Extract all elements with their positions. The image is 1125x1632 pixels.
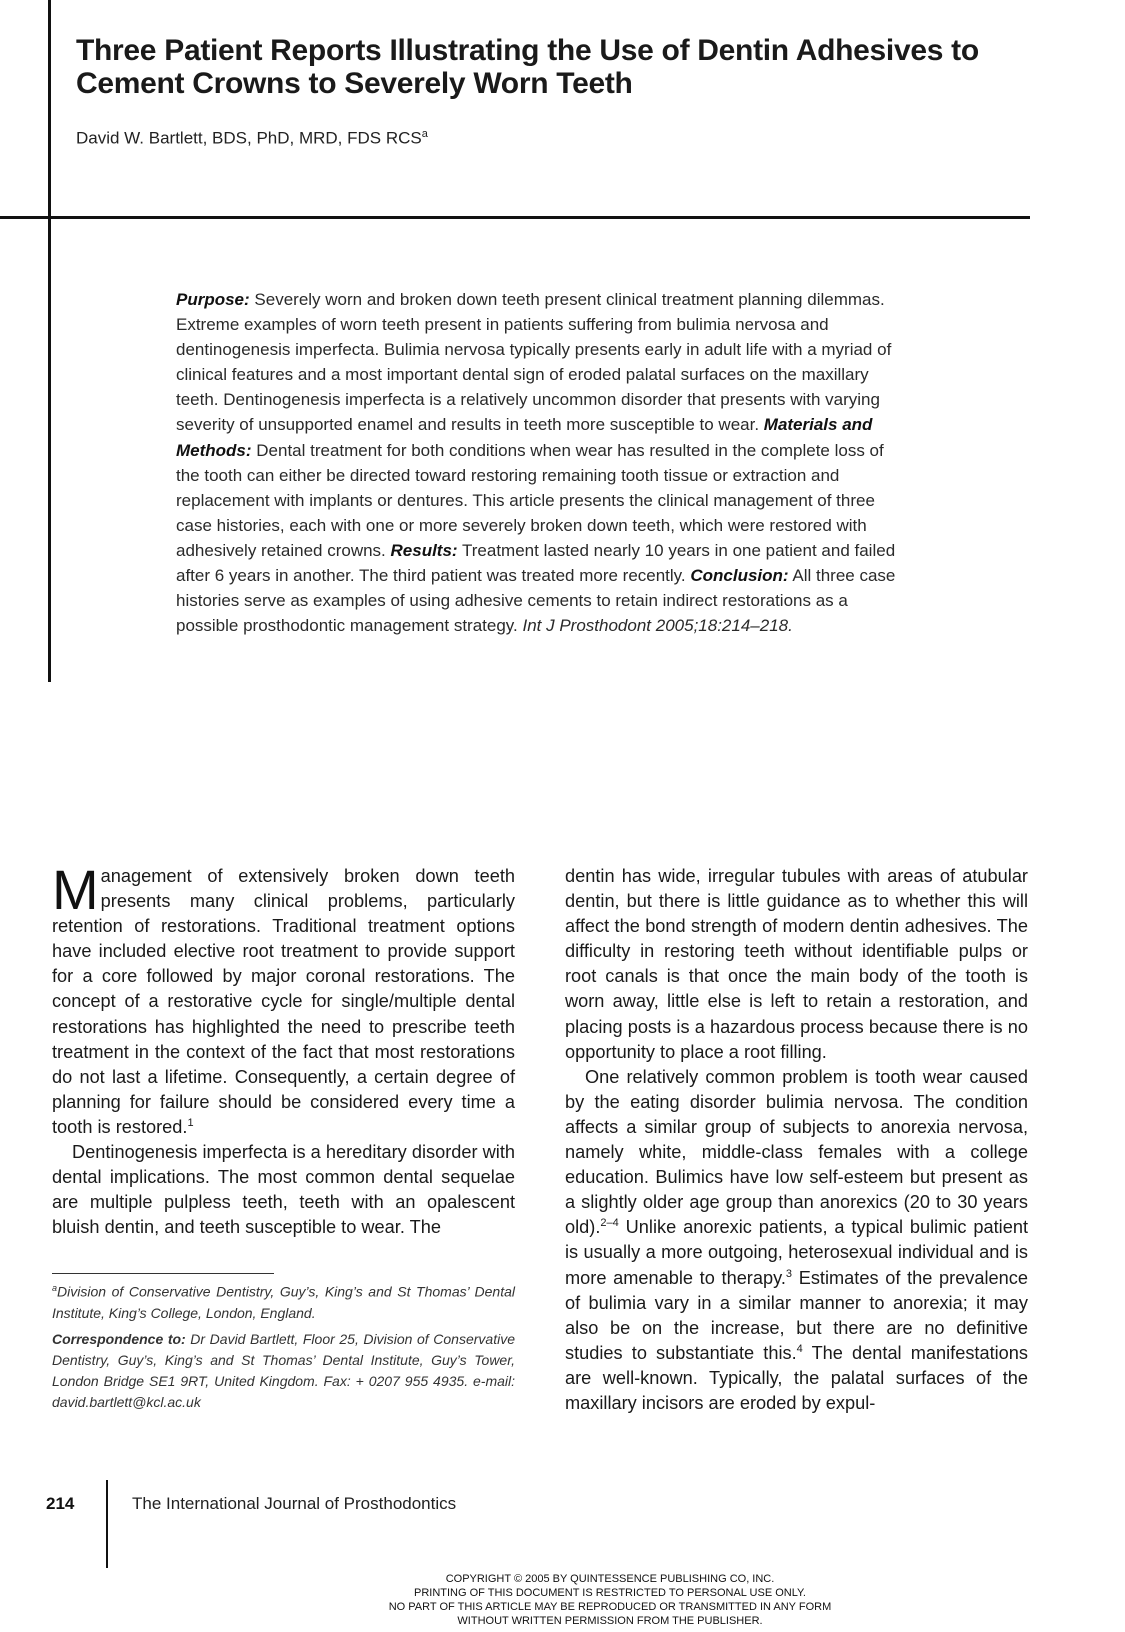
- vertical-rule-footer: [106, 1480, 108, 1568]
- abstract-results-text: Treatment lasted nearly 10 years in one patient and failed after 6 years in another. The third patient was treated more recently.: [176, 540, 896, 586]
- journal-name: The International Journal of Prosthodontics: [132, 1494, 457, 1513]
- reference-mark[interactable]: 4: [796, 1342, 803, 1355]
- author-name: David W. Bartlett, BDS, PhD, MRD, FDS RCS: [76, 128, 422, 148]
- abstract-citation: Int J Prosthodont 2005;18:214–218.: [522, 616, 793, 636]
- author-line: [76, 128, 428, 149]
- abstract-methods-label: Materials and Methods:: [176, 415, 873, 460]
- abstract: [176, 287, 906, 638]
- abstract-results-label: Results:: [390, 540, 458, 560]
- body-column-left: [52, 858, 515, 1240]
- correspondence-label: Correspondence to:: [52, 1331, 186, 1347]
- reference-mark[interactable]: 1: [187, 1116, 194, 1129]
- footnote-correspondence: [52, 1329, 515, 1413]
- copyright-notice: [260, 1572, 960, 1628]
- body-paragraph: [565, 1065, 1028, 1416]
- copyright-line: NO PART OF THIS ARTICLE MAY BE REPRODUCED OR TRANSMITTED IN ANY FORM: [388, 1601, 832, 1613]
- paragraph-text: Estimates of the prevalence of bulimia vary in a similar manner to anorexia; it may also be on the increase, but there are no definitive studies to substantiate this.: [565, 1267, 1028, 1363]
- vertical-rule-top: [48, 0, 51, 682]
- paragraph-text: The dental manifestations are well-known. Typically, the palatal surfaces of the maxillary incisors are eroded by expul-: [565, 1342, 1029, 1413]
- copyright-line: WITHOUT WRITTEN PERMISSION FROM THE PUBLISHER.: [457, 1615, 763, 1627]
- body-column-right: [565, 864, 1028, 1416]
- paragraph-text: anagement of extensively broken down teeth presents many clinical problems, particularly retention of restorations. Traditional treatment options have included elective root treatment to provide support for a core followed by major coronal restorations. The concept of a restorative cycle for single/multiple dental restorations has highlighted the need to prescribe teeth treatment in the context of the fact that most restorations do not last a lifetime. Consequently, a certain degree of planning for failure should be considered every time a tooth is restored.: [52, 866, 515, 1137]
- copyright-line: COPYRIGHT © 2005 BY QUINTESSENCE PUBLISHING CO, INC.: [445, 1573, 775, 1585]
- author-affiliation-mark: a: [421, 128, 428, 140]
- copyright-line: PRINTING OF THIS DOCUMENT IS RESTRICTED TO PERSONAL USE ONLY.: [414, 1587, 806, 1599]
- abstract-conclusion-label: Conclusion:: [690, 566, 789, 586]
- reference-mark[interactable]: 3: [785, 1267, 793, 1280]
- abstract-purpose-text: Severely worn and broken down teeth present clinical treatment planning dilemmas. Extreme examples of worn teeth present in patients suffering from bulimia nervosa and dentinogenesis imperfecta. Bulimia nervosa typically presents early in adult life with a myriad of clinical features and a most important dental sign of eroded palatal surfaces on the maxillary teeth. Dentinogenesis imperfecta is a relatively uncommon disorder that presents with varying severity of unsupported enamel and results in teeth more susceptible to wear.: [176, 290, 892, 435]
- body-paragraph: dentin has wide, irregular tubules with areas of atubular dentin, but there is little guidance as to whether this will affect the bond strength of modern dentin adhesives. The difficulty in restoring teeth without identifiable pulps or root canals is that once the main body of the tooth is worn away, little else is left to retain a restoration, and placing posts is a hazardous process because there is no opportunity to place a root filling.: [565, 866, 1028, 1062]
- footnote-affiliation: [52, 1278, 515, 1324]
- abstract-conclusion-text: All three case histories serve as examples of using adhesive cements to retain indirect restorations as a possible prosthodontic management strategy.: [176, 566, 896, 636]
- page-number: 214: [46, 1494, 75, 1513]
- body-paragraph: Dentinogenesis imperfecta is a hereditary disorder with dental implications. The most common dental sequelae are multiple pulpless teeth, teeth with an opalescent bluish dentin, and teeth susceptible to wear. The: [52, 1142, 515, 1238]
- drop-cap: M: [52, 858, 99, 921]
- abstract-methods-text: Dental treatment for both conditions when wear has resulted in the complete loss of the tooth can either be directed toward restoring remaining tooth tissue or extraction and replacement with implants or dentures. This article presents the clinical management of three case histories, each with one or more severely broken down teeth, which were restored with adhesively retained crowns.: [176, 440, 884, 560]
- reference-mark[interactable]: 2–4: [600, 1217, 619, 1230]
- footnote-rule: [52, 1273, 274, 1274]
- footnote-mark: a: [52, 1283, 58, 1293]
- paragraph-text: One relatively common problem is tooth wear caused by the eating disorder bulimia nervosa. The condition affects a similar group of subjects to anorexia nervosa, namely white, middle-class females with a college education. Bulimics have low self-esteem but present as a slightly older age group than anorexics (20 to 30 years old).: [565, 1066, 1028, 1238]
- paragraph-text: Unlike anorexic patients, a typical bulimic patient is usually a more outgoing, heterosexual individual and is more amenable to therapy.: [565, 1217, 1028, 1288]
- header-rule: [0, 216, 1030, 219]
- correspondence-text: Dr David Bartlett, Floor 25, Division of Conservative Dentistry, Guy’s, King’s and St Thomas’ Dental Institute, Guy’s Tower, London Bridge SE1 9RT, United Kingdom. Fax: + 0207 955 4935. e-mail: david.bartlett@kcl.ac.uk: [52, 1331, 515, 1410]
- body-paragraph: [52, 858, 515, 1140]
- footnote-affiliation-text: Division of Conservative Dentistry, Guy’s, King’s and St Thomas’ Dental Institute, King’s College, London, England.: [52, 1283, 515, 1321]
- article-title: Three Patient Reports Illustrating the Use of Dentin Adhesives to Cement Crowns to Severely Worn Teeth: [76, 34, 979, 100]
- abstract-purpose-label: Purpose:: [176, 290, 250, 309]
